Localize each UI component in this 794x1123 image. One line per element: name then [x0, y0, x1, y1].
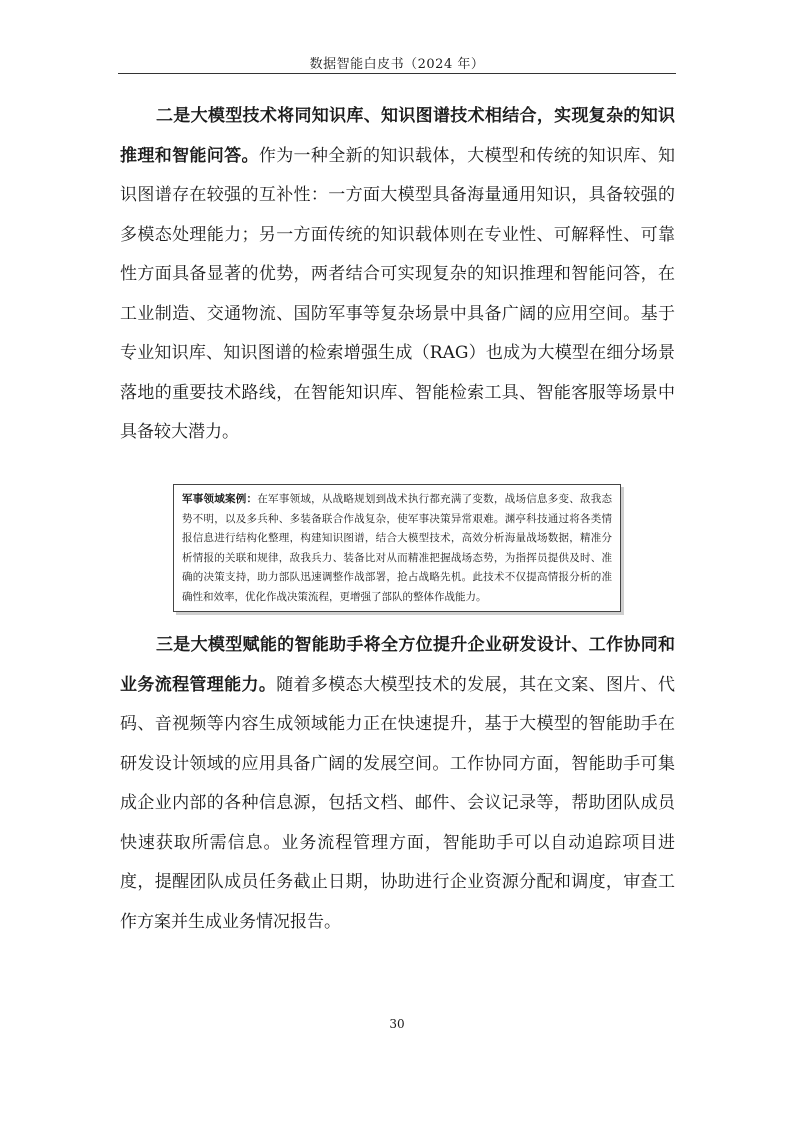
- case-label: 军事领域案例：: [182, 493, 258, 505]
- paragraph-lead-heading: 三是大模型赋能的智能助手将全方位提升企业研发设计、工作协同和业务流程管理能力。: [120, 635, 675, 695]
- paragraph-body-text: 随着多模态大模型技术的发展，其在文案、图片、代码、音视频等内容生成领域能力正在快速提升，基于大模型的智能助手在研发设计领域的应用具备广阔的发展空间。工作协同方面，智能助手可集成企业内部的各种信息源，包括文档、邮件、会议记录等，帮助团队成员快速获取所需信息。业务流程管理方面，智能助手可以自动追踪项目进度，提醒团队成员任务截止日期，协助进行企业资源分配和调度，审查工作方案并生成业务情况报告。: [120, 674, 676, 932]
- case-text: 在军事领域，从战略规划到战术执行都充满了变数，战场信息多变、敌我态势不明，以及多兵种、多装备联合作战复杂，使军事决策异常艰难。渊亭科技通过将各类情报信息进行结构化整理，构建知识图谱，结合大模型技术，高效分析海量战场数据，精准分析情报的关联和规律，敌我兵力、装备比对从而精准把握战场态势，为指挥员提供及时、准确的决策支持，助力部队迅速调整作战部署，抢占战略先机。此技术不仅提高情报分析的准确性和效率，优化作战决策流程，更增强了部队的整体作战能力。: [182, 493, 613, 603]
- paragraph-knowledge-reasoning: [120, 97, 675, 453]
- paragraph-body-text: 作为一种全新的知识载体，大模型和传统的知识库、知识图谱存在较强的互补性：一方面大模型具备海量通用知识，具备较强的多模态处理能力；另一方面传统的知识载体则在专业性、可解释性、可靠性方面具备显著的优势，两者结合可实现复杂的知识推理和智能问答，在工业制造、交通物流、国防军事等复杂场景中具备广阔的应用空间。基于专业知识库、知识图谱的检索增强生成（RAG）也成为大模型在细分场景落地的重要技术路线，在智能知识库、智能检索工具、智能客服等场景中具备较大潜力。: [120, 145, 676, 442]
- paragraph-lead-heading: 二是大模型技术将同知识库、知识图谱技术相结合，实现复杂的知识推理和智能问答。: [120, 106, 675, 166]
- page-header-title: 数据智能白皮书（2024 年）: [309, 57, 485, 72]
- header-divider: [118, 73, 676, 74]
- page-number: 30: [389, 1017, 405, 1031]
- paragraph-intelligent-assistant: [120, 626, 675, 942]
- military-case-box: [173, 484, 621, 612]
